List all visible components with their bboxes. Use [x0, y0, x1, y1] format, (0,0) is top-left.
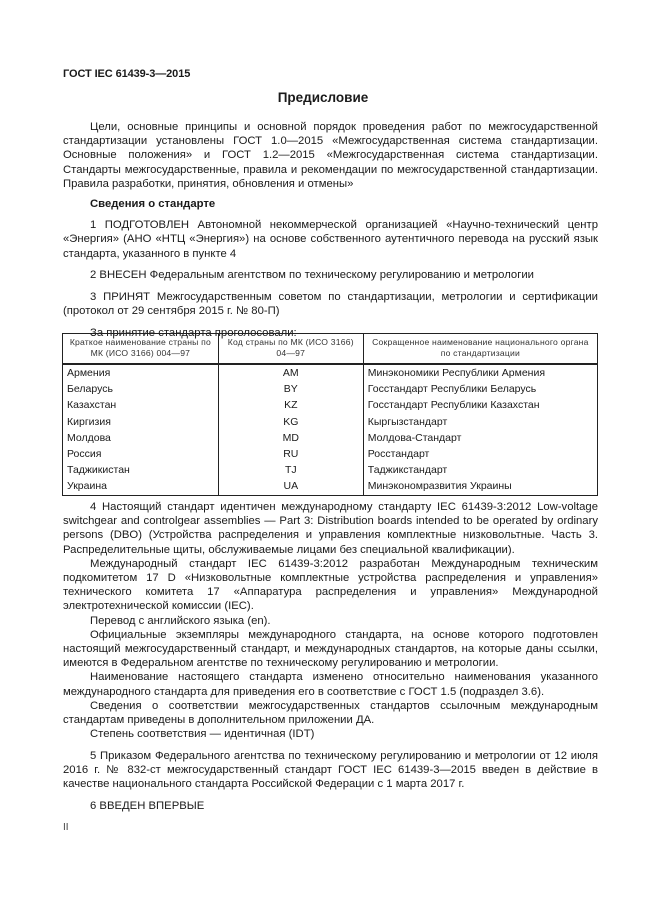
- table-header-row: [63, 334, 598, 365]
- item-prepared: 1 ПОДГОТОВЛЕН Автономной некоммерческой организацией «Научно-технический центр «Энергия» (АНО «НТЦ «Энергия») на основе собственного аутентичного перевода на русский язык стандарта, указанного в пункте 4: [63, 219, 598, 260]
- country-code: UA: [218, 478, 363, 495]
- standards-body: Минэкономики Республики Армения: [363, 364, 597, 381]
- country-code: RU: [218, 446, 363, 462]
- country-name: Армения: [63, 364, 219, 381]
- intro-paragraph: Цели, основные принципы и основной порядок проведения работ по межгосударственной стандартизации установлены ГОСТ 1.0—2015 «Межгосударственная система стандартизации. Основные положения» и ГОСТ 1.2—2015 «Межгосударственная система стандартизации. Стандарты межгосударственные, правила и рекомендации по межгосударственной стандартизации. Правила разработки, принятия, обновления и отмены»: [63, 121, 598, 190]
- country-code: TJ: [218, 462, 363, 478]
- country-name: Казахстан: [63, 397, 219, 413]
- country-name: Таджикистан: [63, 462, 219, 478]
- table-row: [63, 478, 598, 495]
- country-code: BY: [218, 381, 363, 397]
- country-code: KG: [218, 414, 363, 430]
- standards-body: Минэкономразвития Украины: [363, 478, 597, 495]
- table-row: [63, 381, 598, 397]
- item6-paragraph: 6 ВВЕДЕН ВПЕРВЫЕ: [90, 800, 205, 813]
- table-row: [63, 397, 598, 413]
- standards-body: Молдова-Стандарт: [363, 430, 597, 446]
- item4-degree: Степень соответствия — идентичная (IDT): [90, 728, 315, 741]
- country-name: Беларусь: [63, 381, 219, 397]
- header-country-name: Краткое наименование страны по МК (ИСО 3166) 004—97: [63, 334, 219, 365]
- country-code: KZ: [218, 397, 363, 413]
- standards-body: Госстандарт Республики Казахстан: [363, 397, 597, 413]
- country-code: AM: [218, 364, 363, 381]
- page-title: Предисловие: [277, 90, 369, 105]
- page-number: II: [63, 822, 69, 833]
- table-row: [63, 462, 598, 478]
- standards-body: Госстандарт Республики Беларусь: [363, 381, 597, 397]
- country-name: Украина: [63, 478, 219, 495]
- standards-body: Кыргызстандарт: [363, 414, 597, 430]
- item5-paragraph: 5 Приказом Федерального агентства по техническому регулированию и метрологии от 12 июля 2016 г. № 832-ст межгосударственный стандарт ГОСТ IEC 61439-3—2015 введен в действие в качестве национального стандарта Российской Федерации с 1 марта 2017 г.: [63, 749, 598, 791]
- standards-body: Таджикстандарт: [363, 462, 597, 478]
- table-row: [63, 430, 598, 446]
- country-name: Россия: [63, 446, 219, 462]
- country-name: Молдова: [63, 430, 219, 446]
- header-standards-body: Сокращенное наименование национального органа по стандартизации: [363, 334, 597, 365]
- votes-table: [62, 333, 598, 496]
- item-adopted: 3 ПРИНЯТ Межгосударственным советом по стандартизации, метрологии и сертификации (протокол от 29 сентября 2015 г. № 80-П): [63, 291, 598, 318]
- header-country-code: Код страны по МК (ИСО 3166) 04—97: [218, 334, 363, 365]
- item4-developed: Международный стандарт IEC 61439-3:2012 разработан Международным техническим подкомитетом 17 D «Низковольтные комплектные устройства распределения и управления» технического комитета 17 «Аппаратура распределения и управления» Международной электротехнической комиссии (IEC).: [63, 557, 598, 613]
- item4-translation: Перевод с английского языка (en).: [90, 614, 271, 627]
- standards-body: Росстандарт: [363, 446, 597, 462]
- item4-section: [63, 500, 598, 813]
- section-heading: Сведения о стандарте: [90, 198, 216, 211]
- intro-section: [63, 120, 598, 340]
- table-row: [63, 414, 598, 430]
- item4-correspondence: Сведения о соответствии межгосударственных стандартов ссылочным международным стандартам приведены в дополнительном приложении ДА.: [63, 699, 598, 727]
- item4-official-copies: Официальные экземпляры международного стандарта, на основе которого подготовлен настоящий межгосударственный стандарт, и международных стандартов, на которые даны ссылки, имеются в Федеральном агентстве по техническому регулированию и метрологии.: [63, 628, 598, 670]
- table-row: [63, 364, 598, 381]
- country-code: MD: [218, 430, 363, 446]
- document-code-header: ГОСТ IEC 61439-3—2015: [63, 68, 191, 80]
- voted-label: За принятие стандарта проголосовали:: [90, 326, 297, 339]
- table-row: [63, 446, 598, 462]
- item4-name-changed: Наименование настоящего стандарта изменено относительно наименования указанного международного стандарта для приведения его в соответствие с ГОСТ 1.5 (подраздел 3.6).: [63, 671, 598, 698]
- country-name: Киргизия: [63, 414, 219, 430]
- item-introduced: 2 ВНЕСЕН Федеральным агентством по техническому регулированию и метрологии: [90, 269, 534, 282]
- item4-main: 4 Настоящий стандарт идентичен международному стандарту IEC 61439-3:2012 Low-voltage switchgear and controlgear assemblies — Part 3: Distribution boards intended to be operated by ordinary persons (DBO) (Устройства распределения и управления комплектные низковольтные. Часть 3. Распределительные щиты, обслуживаемые лицами без специальной квалификации).: [63, 501, 598, 556]
